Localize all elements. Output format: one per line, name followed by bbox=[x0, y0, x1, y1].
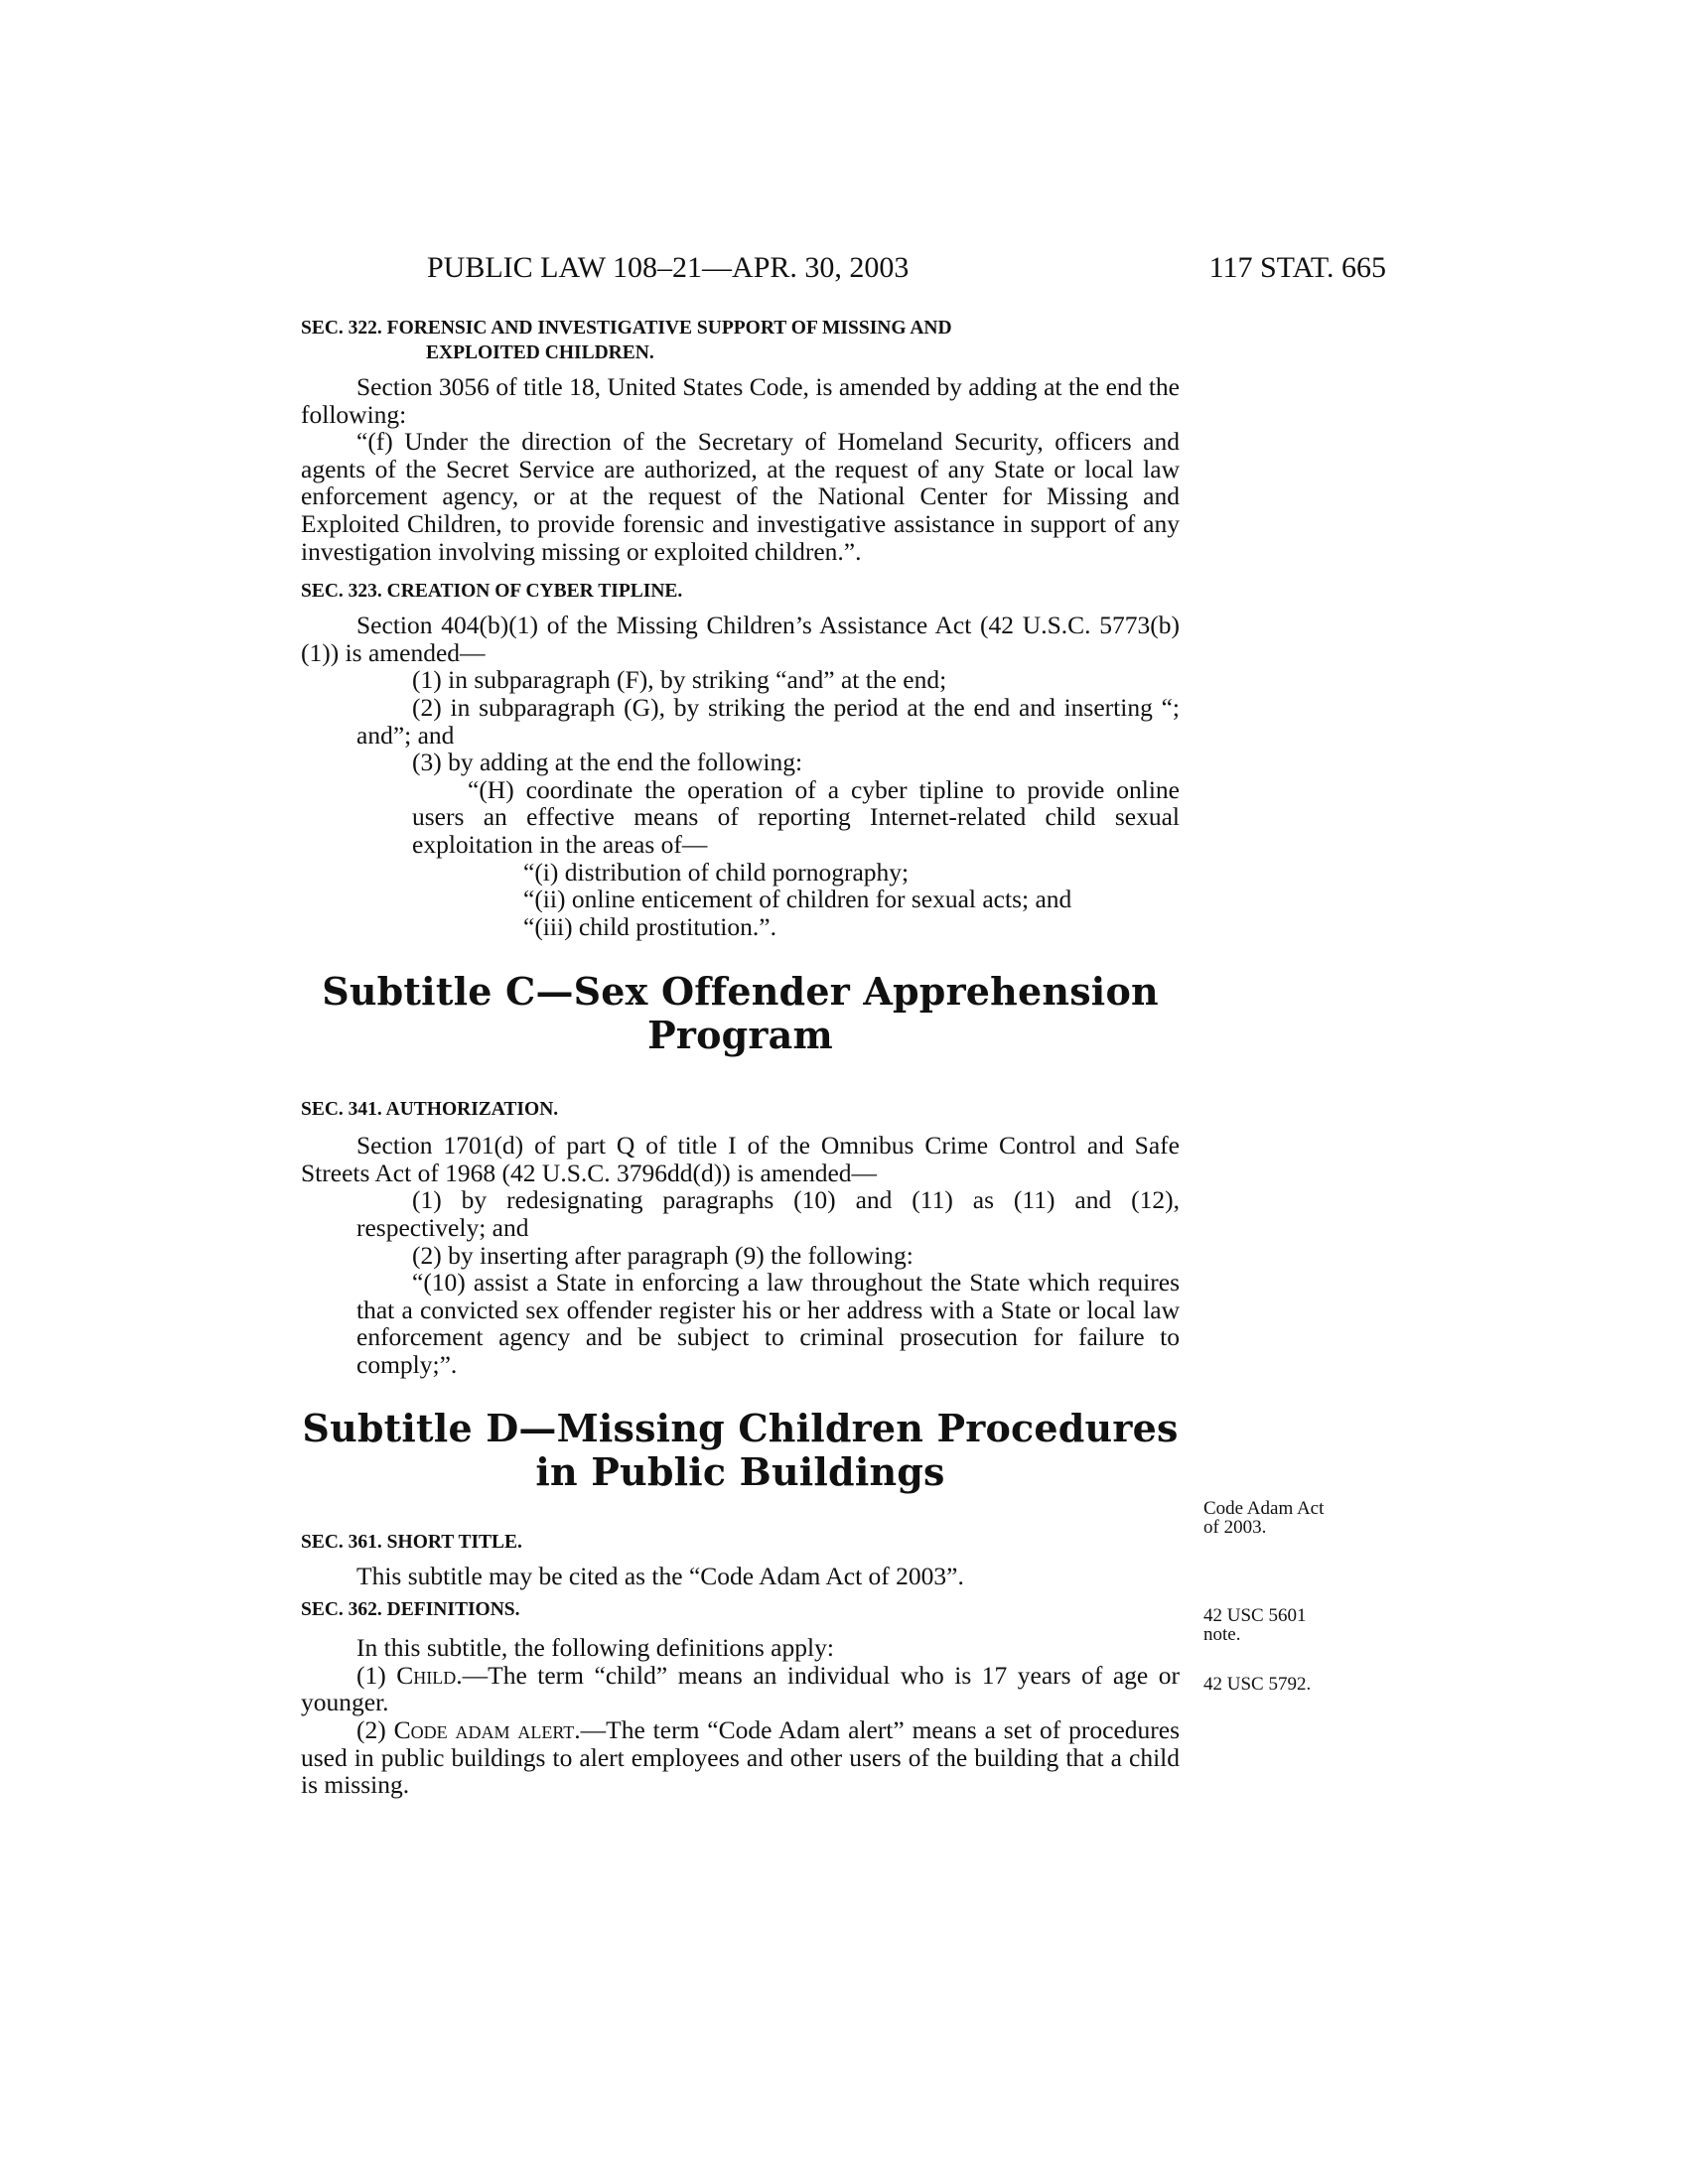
margin-note-code-adam-line2: of 2003. bbox=[1203, 1517, 1267, 1538]
def2-term: (2) Code adam alert. bbox=[356, 1715, 581, 1744]
sec-341-intro: Section 1701(d) of part Q of title I of the Omnibus Crime Control and Safe Streets Act of 1968 (42 U.S.C. 3796dd(d)) is amended— bbox=[301, 1131, 1180, 1187]
sec-361-heading: SEC. 361. SHORT TITLE. bbox=[301, 1531, 522, 1553]
sec-322-heading-line2: EXPLOITED CHILDREN. bbox=[426, 342, 654, 363]
sec-323-item1: (1) in subparagraph (F), by striking “and” at the end; bbox=[412, 665, 947, 695]
sec-323-i: “(i) distribution of child pornography; bbox=[523, 857, 910, 887]
sec-323-ii: “(ii) online enticement of children for sexual acts; and bbox=[523, 885, 1072, 914]
sec-322-intro: Section 3056 of title 18, United States Code, is amended by adding at the end the following: bbox=[301, 372, 1180, 429]
margin-note-usc-5601 bbox=[1203, 1606, 1372, 1644]
sec-323-intro: Section 404(b)(1) of the Missing Children’s Assistance Act (42 U.S.C. 5773(b)(1)) is amended— bbox=[301, 611, 1180, 667]
sec-323-h: “(H) coordinate the operation of a cyber tipline to provide online users an effective means of reporting Internet-related child sexual exploitation in the areas of— bbox=[412, 774, 1180, 859]
subtitle-d-heading bbox=[301, 1407, 1180, 1494]
body-column bbox=[301, 316, 1180, 1799]
subtitle-d-line2: in Public Buildings bbox=[535, 1448, 945, 1494]
sec-323-iii: “(iii) child prostitution.”. bbox=[523, 911, 776, 941]
margin-note-code-adam bbox=[1203, 1499, 1372, 1537]
sec-341-heading: SEC. 341. AUTHORIZATION. bbox=[301, 1099, 559, 1121]
sec-323-item3: (3) by adding at the end the following: bbox=[412, 748, 803, 777]
margin-note-usc-5792: 42 USC 5792. bbox=[1203, 1674, 1312, 1695]
sec-362-def1 bbox=[301, 1662, 1180, 1716]
sec-322-text: “(f) Under the direction of the Secretary of Homeland Security, officers and agents of the Secret Service are authorized, at the request of any State or local law enforcement agency, or at the request of the National Center for Missing and Exploited Children, to provide forensic and investigative assistance in support of any investigation involving missing or exploited children.”. bbox=[301, 427, 1180, 566]
margin-note-usc-5601-line1: 42 USC 5601 bbox=[1203, 1605, 1307, 1626]
subtitle-d-line1: Subtitle D—Missing Children Procedures bbox=[302, 1405, 1179, 1450]
sec-323-item2: (2) in subparagraph (G), by striking the period at the end and inserting “; and”; and bbox=[356, 692, 1180, 750]
sec-322-heading-line1: SEC. 322. FORENSIC AND INVESTIGATIVE SUPPORT OF MISSING AND bbox=[301, 318, 952, 339]
law-title: PUBLIC LAW 108–21—APR. 30, 2003 bbox=[427, 251, 910, 284]
def1-text: —The term “child” means an individual who is 17 years of age or younger. bbox=[301, 1660, 1180, 1717]
sec-341-quote: “(10) assist a State in enforcing a law throughout the State which requires that a convicted sex offender register his or her address with a State or local law enforcement agency and be subject to criminal prosecution for failure to comply;”. bbox=[356, 1268, 1180, 1380]
margin-note-usc-5601-line2: note. bbox=[1203, 1624, 1241, 1645]
sec-341-item2: (2) by inserting after paragraph (9) the following: bbox=[412, 1240, 914, 1270]
sec-362-heading: SEC. 362. DEFINITIONS. bbox=[301, 1599, 520, 1621]
sec-323-heading: SEC. 323. CREATION OF CYBER TIPLINE. bbox=[301, 581, 683, 603]
def2-text: —The term “Code Adam alert” means a set of procedures used in public buildings to alert employees and other users of the building that a child is missing. bbox=[301, 1715, 1180, 1800]
subtitle-c-line2: Program bbox=[647, 1013, 833, 1058]
sec-341-item1: (1) by redesignating paragraphs (10) and (11) as (11) and (12), respectively; and bbox=[356, 1185, 1180, 1243]
subtitle-c-heading bbox=[301, 970, 1180, 1057]
sec-322-heading bbox=[301, 316, 1180, 365]
sec-362-intro: In this subtitle, the following definitions apply: bbox=[356, 1633, 834, 1663]
margin-note-code-adam-line1: Code Adam Act bbox=[1203, 1498, 1325, 1519]
sec-362-def2 bbox=[301, 1716, 1180, 1799]
stat-page: 117 STAT. 665 bbox=[1208, 251, 1386, 284]
def1-term: (1) Child. bbox=[356, 1660, 463, 1690]
sec-361-text: This subtitle may be cited as the “Code Adam Act of 2003”. bbox=[356, 1561, 964, 1590]
subtitle-c-line1: Subtitle C—Sex Offender Apprehension bbox=[322, 969, 1159, 1015]
